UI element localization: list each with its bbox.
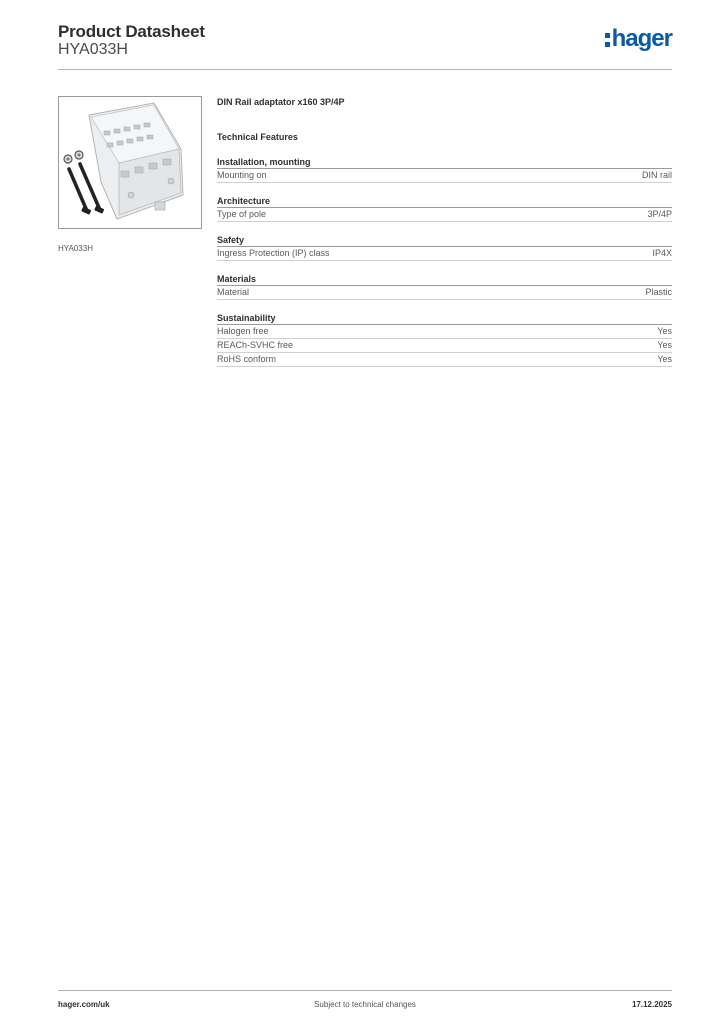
group-title: Installation, mounting bbox=[217, 157, 672, 169]
footer-date: 17.12.2025 bbox=[631, 1000, 672, 1009]
logo-text: hager bbox=[611, 25, 672, 52]
feature-value: DIN rail bbox=[641, 170, 672, 180]
feature-row bbox=[217, 286, 672, 300]
feature-row bbox=[217, 325, 672, 339]
feature-row bbox=[217, 339, 672, 353]
feature-group-materials bbox=[217, 274, 672, 300]
feature-group-safety bbox=[217, 235, 672, 261]
product-image bbox=[58, 96, 202, 229]
adaptator-plate-icon bbox=[89, 103, 183, 219]
feature-label: Ingress Protection (IP) class bbox=[217, 248, 330, 258]
feature-value: Yes bbox=[657, 326, 672, 336]
page-header bbox=[58, 20, 672, 70]
footer-notice: Subject to technical changes bbox=[314, 1000, 416, 1009]
product-reference: HYA033H bbox=[58, 41, 128, 58]
page-footer bbox=[58, 990, 672, 1025]
feature-row bbox=[217, 169, 672, 183]
website-link[interactable]: hager.com/uk bbox=[58, 1000, 110, 1009]
logo-colon-icon bbox=[605, 33, 610, 47]
group-title: Materials bbox=[217, 274, 672, 286]
feature-group-installation bbox=[217, 157, 672, 183]
document-title: Product Datasheet bbox=[58, 22, 205, 41]
feature-value: Plastic bbox=[645, 287, 672, 297]
hager-logo bbox=[605, 25, 672, 53]
datasheet-content bbox=[217, 96, 672, 380]
feature-label: Type of pole bbox=[217, 209, 267, 219]
technical-features-heading: Technical Features bbox=[217, 132, 298, 142]
product-name: DIN Rail adaptator x160 3P/4P bbox=[217, 97, 345, 107]
group-title: Architecture bbox=[217, 196, 672, 208]
din-rail-adaptator-product-image bbox=[59, 97, 201, 228]
feature-value: IP4X bbox=[652, 248, 672, 258]
feature-label: Mounting on bbox=[217, 170, 267, 180]
feature-value: Yes bbox=[657, 340, 672, 350]
feature-label: REACh-SVHC free bbox=[217, 340, 294, 350]
feature-group-sustainability bbox=[217, 313, 672, 367]
feature-group-architecture bbox=[217, 196, 672, 222]
image-caption: HYA033H bbox=[58, 244, 93, 253]
feature-row bbox=[217, 208, 672, 222]
feature-row bbox=[217, 353, 672, 367]
feature-value: Yes bbox=[657, 354, 672, 364]
feature-label: RoHS conform bbox=[217, 354, 277, 364]
feature-row bbox=[217, 247, 672, 261]
feature-value: 3P/4P bbox=[647, 209, 672, 219]
feature-label: Halogen free bbox=[217, 326, 269, 336]
feature-label: Material bbox=[217, 287, 250, 297]
group-title: Sustainability bbox=[217, 313, 672, 325]
group-title: Safety bbox=[217, 235, 672, 247]
